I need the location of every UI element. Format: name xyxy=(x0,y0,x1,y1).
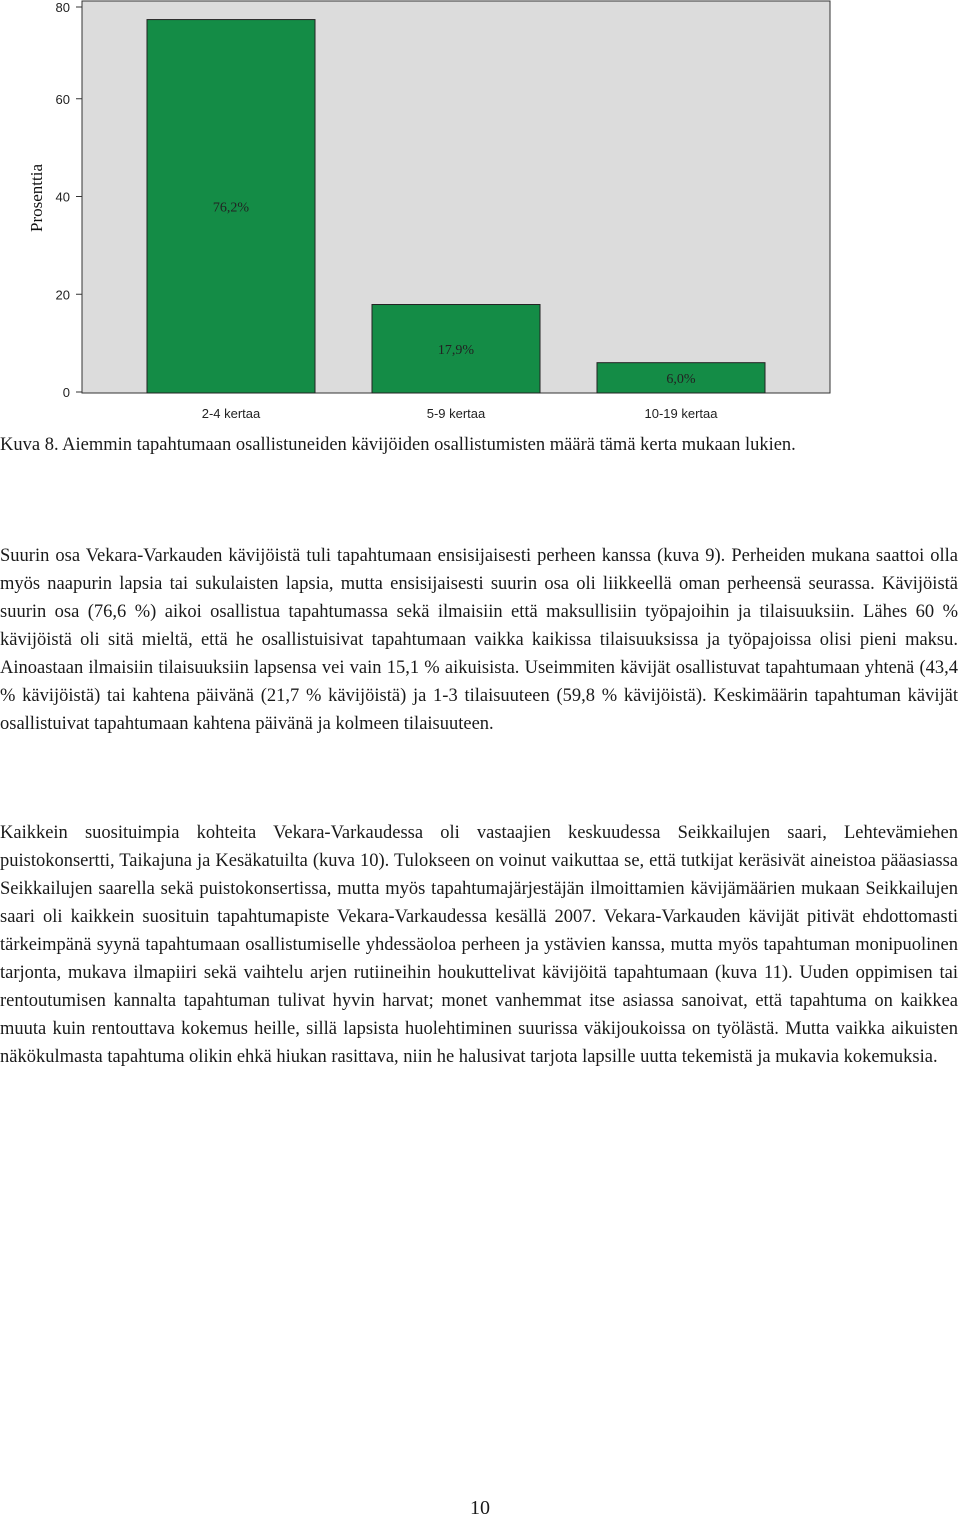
y-axis xyxy=(56,0,82,400)
y-tick-label: 20 xyxy=(55,287,70,303)
data-label-1: 76,2% xyxy=(212,200,250,216)
y-tick-label: 80 xyxy=(55,0,70,15)
x-axis xyxy=(202,406,719,421)
data-label-3: 6,0% xyxy=(666,371,696,387)
y-tick-label: 0 xyxy=(62,385,70,400)
x-tick-label-2: 5-9 kertaa xyxy=(426,406,486,421)
y-tick-label: 40 xyxy=(55,189,70,205)
bar-chart xyxy=(0,0,960,430)
page-number: 10 xyxy=(470,1497,490,1519)
data-label-2: 17,9% xyxy=(437,342,475,358)
y-axis-label: Prosenttia xyxy=(27,164,46,232)
paragraph-1: Suurin osa Vekara-Varkauden kävijöistä tuli tapahtumaan ensisijaisesti perheen kanssa (kuva 9). Perheiden mukana saattoi olla myös naapurin lapsia tai sukulaisten lapsia, mutta ensisijaisesti suurin osa oli liikkeellä oman perheensä seurassa. Kävijöistä suurin osa (76,6 %) aikoi osallistua tapahtumassa sekä ilmaisiin että maksullisiin työpajoihin ja tilaisuuksiin. Lähes 60 % kävijöistä oli sitä mieltä, että he osallistuisivat tapahtumaan vaikka kaikissa tilaisuuksissa ja työpajoissa olisi pieni maksu. Ainoastaan ilmaisiin tilaisuuksiin lapsensa vei vain 15,1 % aikuisista. Useimmiten kävijät osallistuvat tapahtumaan yhtenä (43,4 % kävijöistä) tai kahtena päivänä (21,7 % kävijöistä) ja 1-3 tilaisuuteen (59,8 % kävijöistä). Keskimäärin tapahtuman kävijät osallistuivat tapahtumaan kahtena päivänä ja kolmeen tilaisuuteen. xyxy=(0,546,958,734)
paragraph-2: Kaikkein suosituimpia kohteita Vekara-Varkaudessa oli vastaajien keskuudessa Seikkailujen saari, Lehtevämiehen puistokonsertti, Taikajuna ja Kesäkatuilta (kuva 10). Tulokseen on voinut vaikuttaa se, että tutkijat keräsivät aineistoa pääasiassa Seikkailujen saarella sekä puistokonsertissa, mutta myös tapahtumajärjestäjän ilmoittamien kävijämäärien mukaan Seikkailujen saari oli kaikkein suosituin tapahtumapiste Vekara-Varkaudessa kesällä 2007. Vekara-Varkauden kävijät pitivät ehdottomasti tärkeimpänä syynä tapahtumaan osallistumiselle yhdessäoloa perheen ja ystävien kanssa, mutta myös tapahtuman monipuolinen tarjonta, mukava ilmapiiri sekä vaihtelu arjen rutiineihin houkuttelivat kävijöitä tapahtumaan (kuva 11). Uuden oppimisen tai rentoutumisen kannalta tapahtuman tulivat hyvin harvat; monet vanhemmat itse asiassa sanoivat, että tapahtuma on kaikkea muuta kuin rentouttava kokemus heille, sillä lapsista huolehtiminen suurissa väkijoukoissa on työlästä. Mutta vaikka aikuisten näkökulmasta tapahtuma olikin ehkä hiukan rasittava, niin he halusivat tarjota lapsille uutta tekemistä ja mukavia kokemuksia. xyxy=(0,823,958,1067)
x-tick-label-3: 10-19 kertaa xyxy=(644,406,718,421)
x-tick-label-1: 2-4 kertaa xyxy=(201,406,261,421)
y-tick-label: 60 xyxy=(55,91,70,107)
figure-caption: Kuva 8. Aiemmin tapahtumaan osallistuneiden kävijöiden osallistumisten määrä tämä kerta mukaan lukien. xyxy=(0,435,796,455)
